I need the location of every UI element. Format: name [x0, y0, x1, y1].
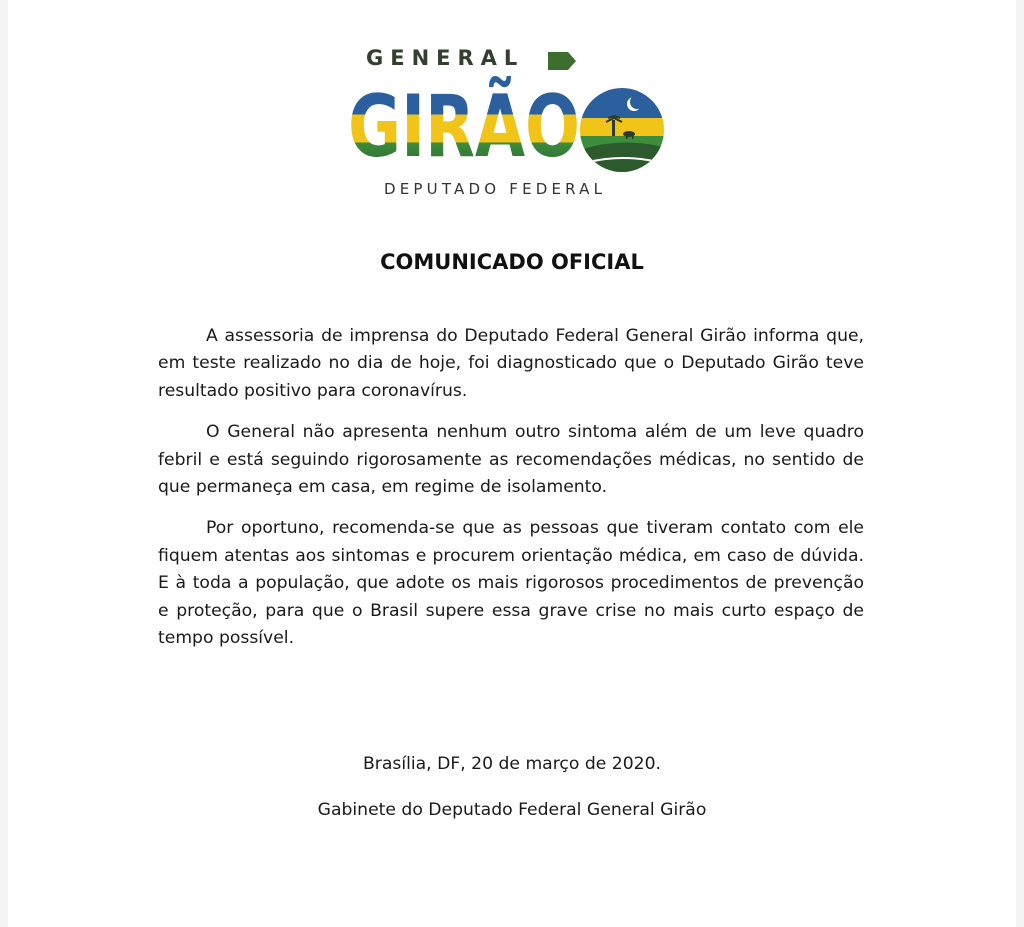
paragraph-3: Por oportuno, recomenda-se que as pessoas que tiveram contato com ele fiquem atentas aos sintomas e procurem orientação médica, em caso de dúvida. E à toda a população, que adote os mais rigorosos procedimentos de prevenção e proteção, para que o Brasil supere essa grave crise no mais curto espaço de tempo possível. [158, 518, 864, 649]
logo-bottom-text: DEPUTADO FEDERAL [384, 180, 607, 198]
signature-line: Gabinete do Deputado Federal General Girão [317, 800, 707, 820]
paragraph-1: A assessoria de imprensa do Deputado Federal General Girão informa que, em teste realizado no dia de hoje, foi diagnosticado que o Deputado Girão teve resultado positivo para coronavírus. [158, 326, 864, 401]
flag-icon [548, 52, 576, 70]
document-title: COMUNICADO OFICIAL [380, 250, 644, 274]
paragraph-2: O General não apresenta nenhum outro sintoma além de um leve quadro febril e está seguindo rigorosamente as recomendações médicas, no sentido de que permaneça em casa, em regime de isolamento. [158, 422, 864, 498]
logo-top-text: GENERAL [366, 46, 525, 70]
logo-main-text: GIRÃO [348, 77, 657, 177]
general-girao-logo [344, 44, 674, 204]
document-body [158, 323, 864, 666]
sertao-landscape-icon [574, 84, 674, 176]
date-line: Brasília, DF, 20 de março de 2020. [362, 754, 661, 774]
